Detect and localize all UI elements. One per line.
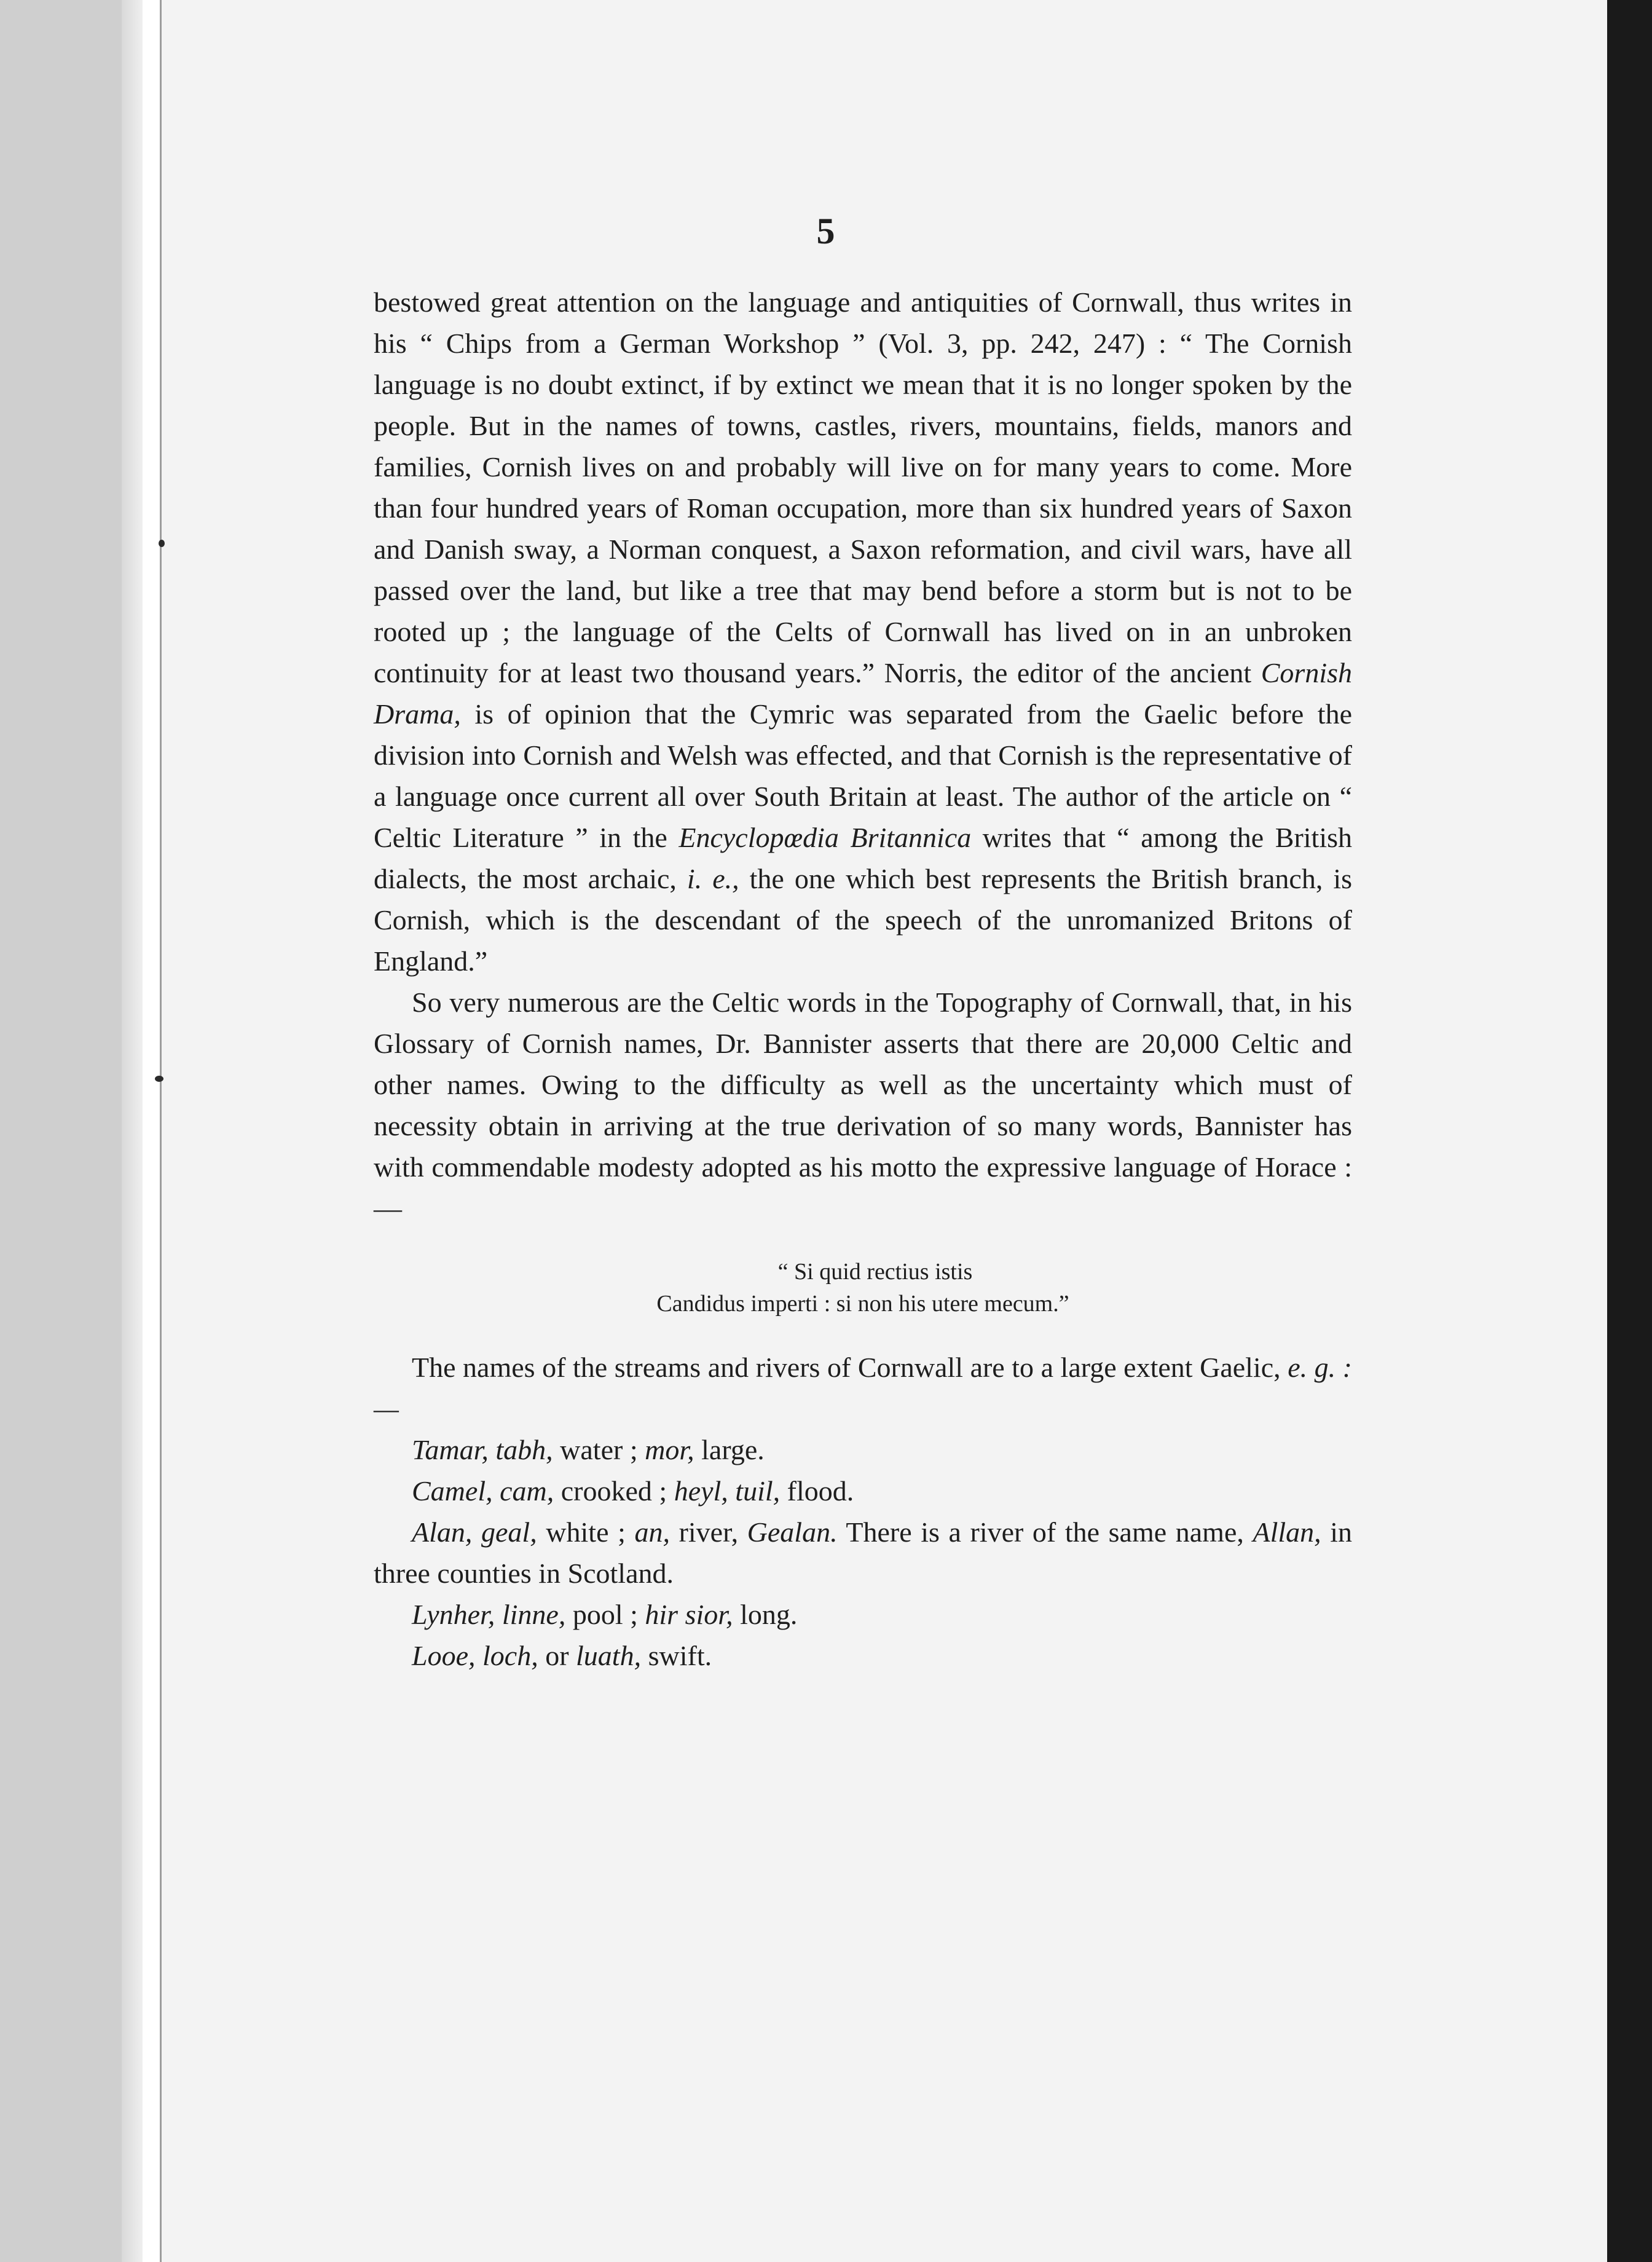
italic-title: Cornish Drama,	[374, 657, 1352, 730]
river-name: Tamar,	[412, 1434, 489, 1465]
italic-title: Encyclopœdia Britannica	[678, 822, 972, 853]
paragraph-text: the one which best represents the British branch, is Cornish, which is the descendant of the speech of the unromanized Britons of England.”	[374, 863, 1352, 977]
gloss: or	[538, 1640, 576, 1671]
gaelic-word: Gealan.	[747, 1516, 838, 1548]
paragraph	[374, 1347, 1352, 1429]
river-name: Allan,	[1253, 1516, 1321, 1548]
gloss: long.	[733, 1599, 798, 1630]
paragraph-text: is of opinion that the Cymric was separated from the Gaelic before the division into Cornish and Welsh was effected, and that Cornish is the representative of a language once current all over South Britain at least. The author of the article on “ Celtic Literature ” in the	[374, 698, 1352, 853]
river-name: Alan,	[412, 1516, 473, 1548]
gloss: swift.	[641, 1640, 712, 1671]
gloss: water ;	[553, 1434, 645, 1465]
paragraph-text: writes that “ among the British dialects, the most archaic,	[374, 822, 1353, 894]
paragraph-text: The names of the streams and rivers of Cornwall are to a large extent Gaelic,	[412, 1352, 1288, 1383]
page-number: 5	[816, 211, 836, 251]
gaelic-word: an,	[634, 1516, 670, 1548]
gloss: large.	[694, 1434, 765, 1465]
scan-speck	[159, 540, 165, 547]
paragraph-text: bestowed great attention on the language and antiquities of Cornwall, thus writes in his “ Chips from a German Workshop ” (Vol. 3, pp. 242, 247) : “ The Cornish language is no doubt extinct, if by extinct we mean that it is no longer spoken by the people. But in the names of towns, castles, rivers, mountains, fields, manors and families, Cornish lives on and probably will live on for many years to come. More than four hundred years of Roman occupation, more than six hundred years of Saxon and Danish sway, a Norman conquest, a Saxon reformation, and civil wars, have all passed over the land, but like a tree that may bend before a storm but is not to be rooted up ; the language of the Celts of Cornwall has lived on in an unbroken continuity for at least two thousand years.” Norris, the editor of the ancient	[374, 286, 1352, 688]
gaelic-word: linne,	[502, 1599, 566, 1630]
separator	[489, 1434, 496, 1465]
quote-line: Candidus imperti : si non his utere mecum.”	[656, 1291, 1069, 1317]
river-name: Lynher,	[412, 1599, 495, 1630]
gloss: crooked ;	[554, 1475, 674, 1507]
gloss: in three counties in Scotland.	[374, 1516, 1353, 1589]
separator	[472, 1516, 481, 1548]
gaelic-word: mor,	[645, 1434, 694, 1465]
latin-quote	[374, 1256, 1352, 1320]
gloss: pool ;	[565, 1599, 645, 1630]
scan-speck	[155, 1076, 163, 1082]
gaelic-word: hir sior,	[645, 1599, 733, 1630]
gaelic-word: geal,	[481, 1516, 537, 1548]
separator	[493, 1475, 500, 1507]
etymology-entry	[374, 1594, 1352, 1635]
paragraph: So very numerous are the Celtic words in the Topography of Cornwall, that, in his Glossary of Cornish names, Dr. Bannister asserts that there are 20,000 Celtic and other names. Owing to the difficulty as well as the uncertainty which must of necessity obtain in arriving at the true derivation of so many words, Bannister has with commendable modesty adopted as his motto the expressive language of Horace :—	[374, 987, 1352, 1224]
gloss: white ;	[537, 1516, 635, 1548]
etymology-entry	[374, 1635, 1352, 1676]
river-name: Camel,	[412, 1475, 493, 1507]
gaelic-word: cam,	[500, 1475, 554, 1507]
gaelic-word: luath,	[576, 1640, 642, 1671]
gloss: flood.	[780, 1475, 854, 1507]
river-name: Looe,	[412, 1640, 476, 1671]
quote-line: “ Si quid rectius istis	[777, 1259, 973, 1285]
gaelic-word: loch,	[482, 1640, 538, 1671]
separator	[495, 1599, 502, 1630]
gloss: There is a river of the same name,	[837, 1516, 1253, 1548]
etymology-entry	[374, 1470, 1352, 1511]
scan-right-edge	[1607, 0, 1652, 2262]
etymology-entry	[374, 1511, 1352, 1594]
gaelic-word: tabh,	[495, 1434, 553, 1465]
scan-left-margin	[0, 0, 143, 2262]
separator	[476, 1640, 483, 1671]
etymology-entry	[374, 1429, 1352, 1470]
gloss: river,	[669, 1516, 747, 1548]
italic-abbrev: i. e.,	[686, 863, 739, 894]
gaelic-word: heyl, tuil,	[674, 1475, 781, 1507]
page-body	[374, 282, 1352, 1676]
italic-abbrev: e. g. :—	[374, 1352, 1352, 1424]
paragraph	[374, 282, 1352, 982]
